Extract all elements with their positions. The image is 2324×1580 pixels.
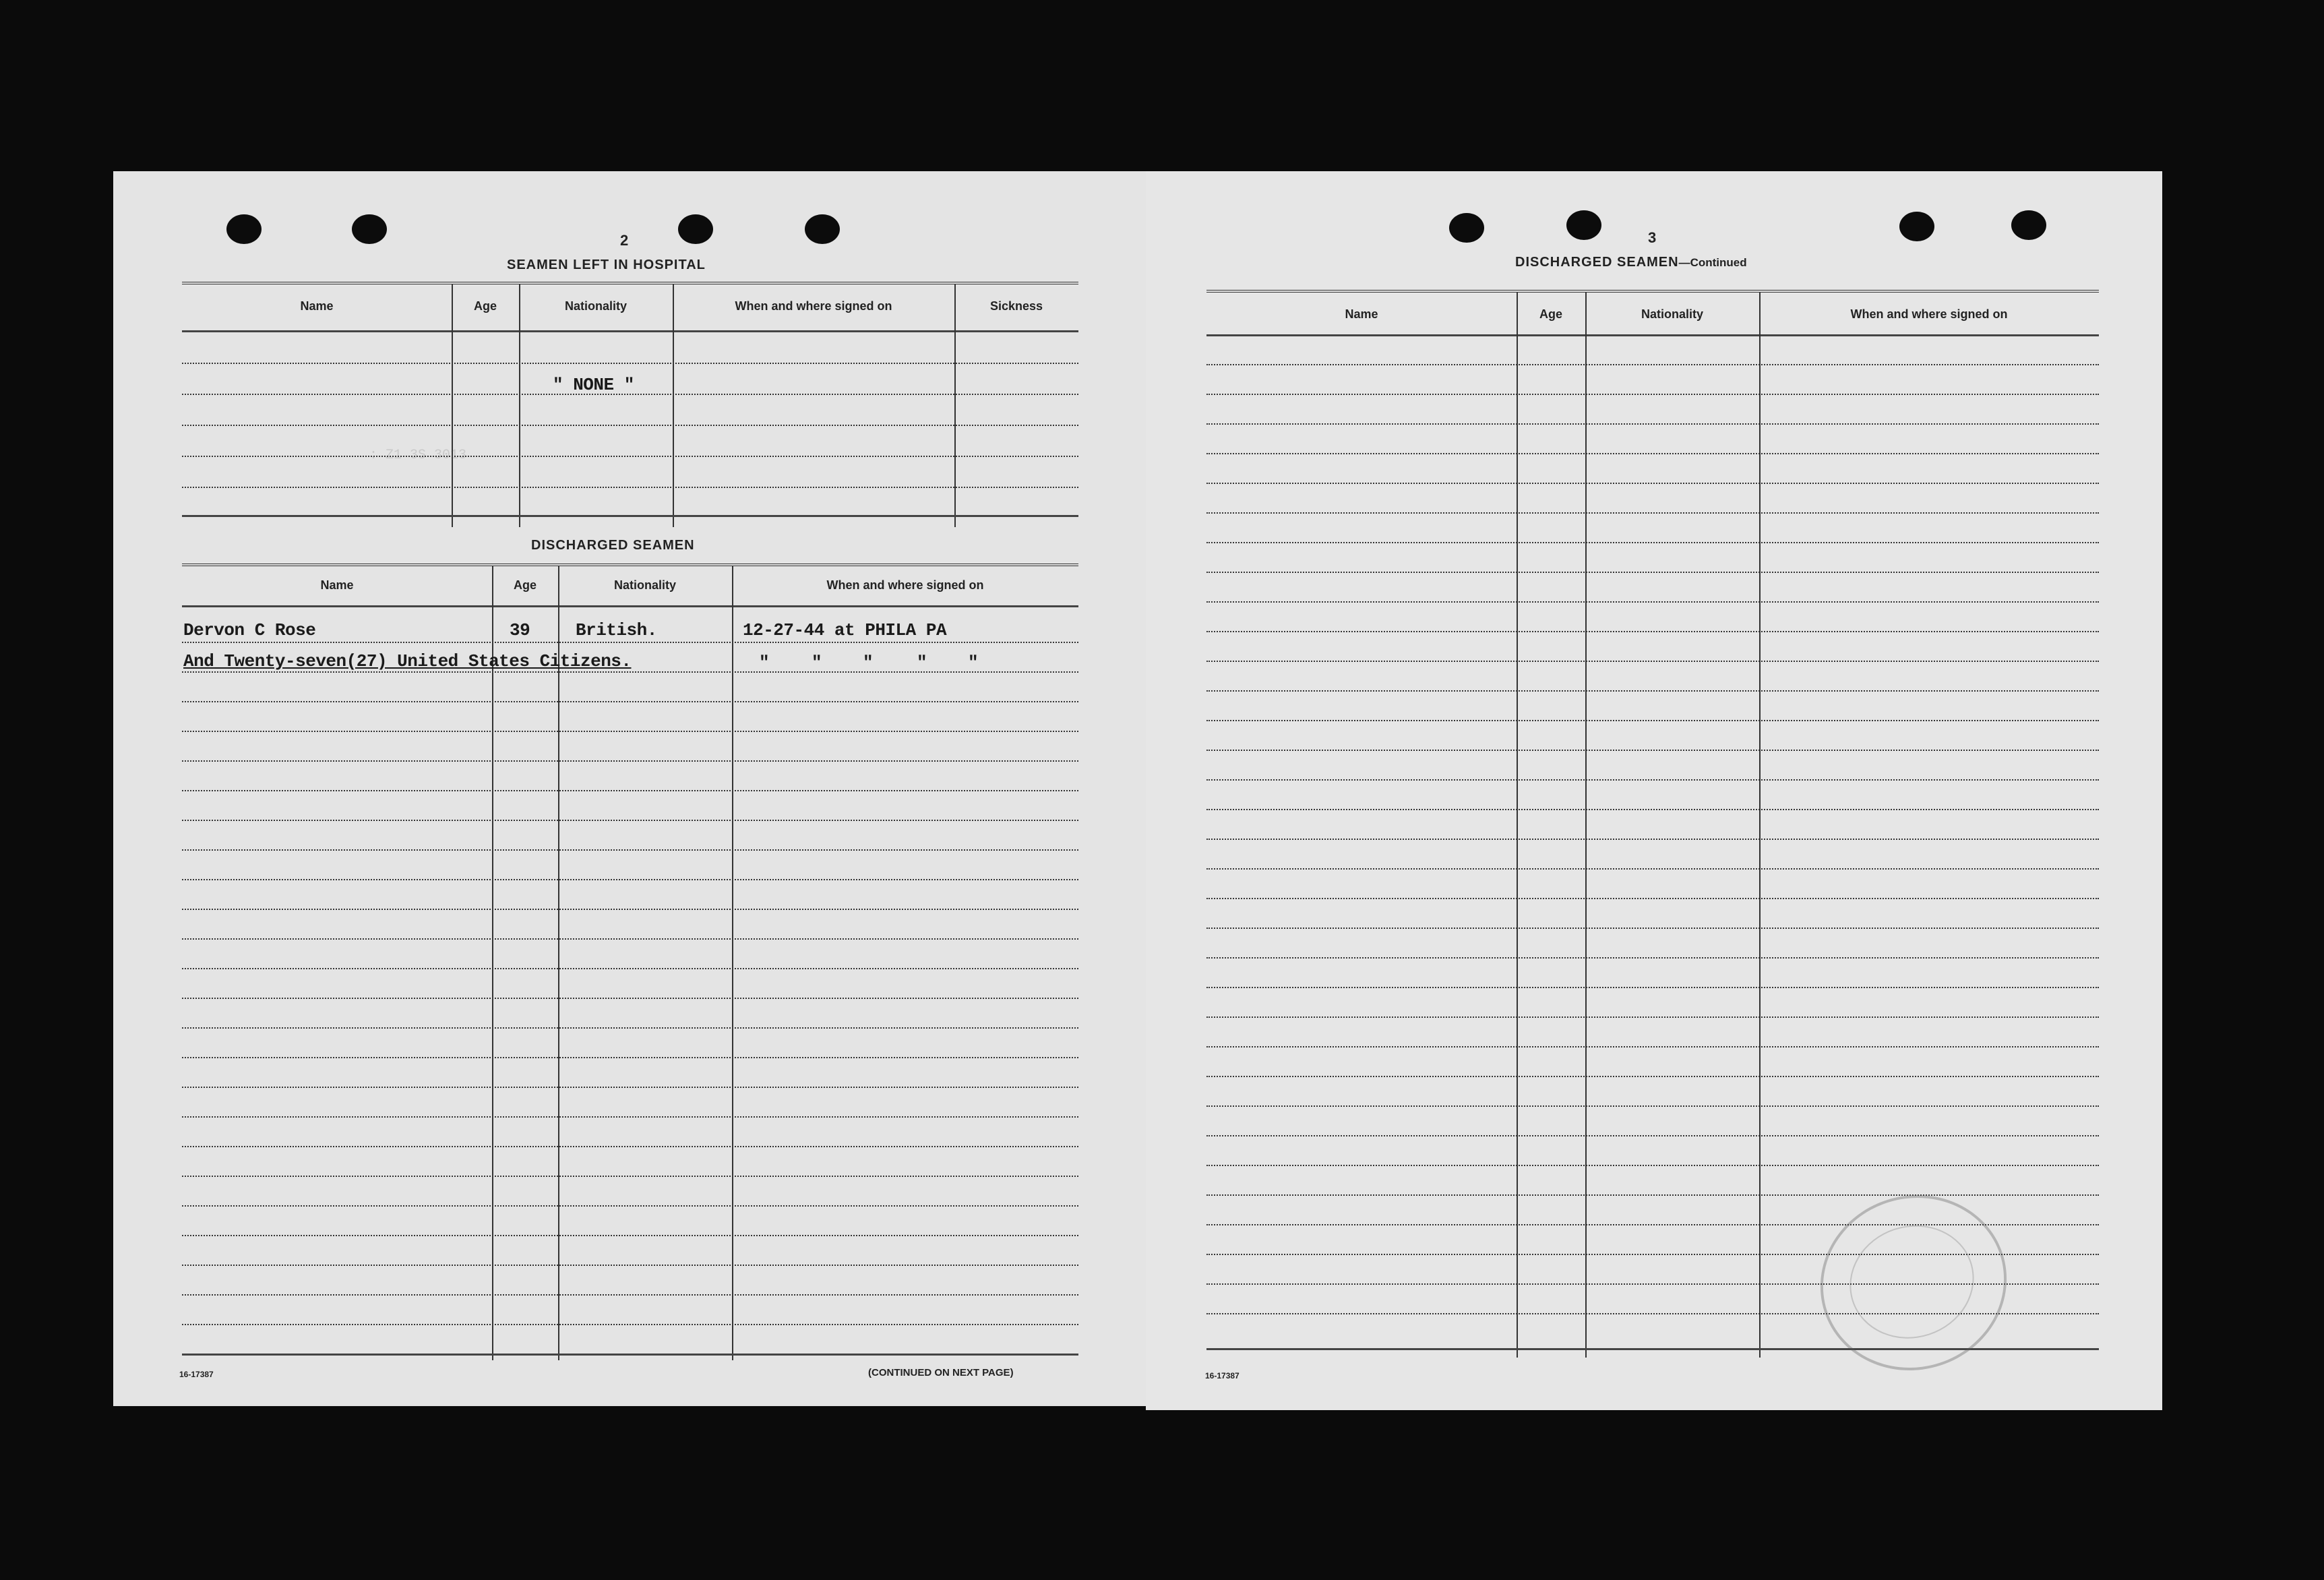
hospital-section-title: SEAMEN LEFT IN HOSPITAL (507, 257, 706, 272)
row-line (1206, 1105, 2099, 1107)
discharged-table (182, 564, 1078, 1360)
row-line (1206, 483, 2099, 484)
row-line (1206, 957, 2099, 959)
row-line (182, 425, 1078, 426)
row-line (1206, 364, 2099, 365)
row-line (1206, 1076, 2099, 1077)
row-line (182, 456, 1078, 457)
column-header-name: Name (1345, 307, 1378, 321)
row-line (1206, 542, 2099, 543)
row-line (182, 1324, 1078, 1325)
column-divider (732, 566, 733, 1360)
row-line (182, 909, 1078, 910)
column-divider (1585, 293, 1587, 1358)
row-line (182, 1146, 1078, 1147)
row-line (1206, 868, 2099, 870)
column-header-signed-on: When and where signed on (735, 299, 892, 313)
page-number: 2 (620, 232, 629, 249)
column-header-signed-on: When and where signed on (826, 578, 984, 592)
row-line (182, 1354, 1078, 1356)
ditto-mark: " (968, 652, 979, 673)
row-line (182, 701, 1078, 702)
seaman-nationality: British. (576, 620, 657, 640)
punch-hole (226, 214, 262, 244)
column-divider (558, 566, 559, 1360)
column-header-nationality: Nationality (564, 299, 627, 313)
ditto-mark: " (917, 652, 927, 673)
row-line (1206, 572, 2099, 573)
ditto-mark: " (863, 652, 874, 673)
punch-hole (352, 214, 387, 244)
row-line (1206, 928, 2099, 929)
column-header-sickness: Sickness (989, 299, 1043, 313)
row-line (1206, 750, 2099, 751)
row-line (1206, 987, 2099, 988)
row-line (182, 363, 1078, 364)
row-line (182, 642, 1078, 643)
punch-hole (1449, 213, 1484, 243)
row-line (1206, 423, 2099, 425)
punch-hole (2011, 210, 2046, 240)
punch-hole (1899, 212, 1934, 241)
ditto-mark: " (812, 652, 822, 673)
row-line (182, 1294, 1078, 1296)
continued-note: (CONTINUED ON NEXT PAGE) (868, 1367, 1014, 1378)
row-line (1206, 601, 2099, 603)
row-line (1206, 631, 2099, 632)
discharged-section-title: DISCHARGED SEAMEN (531, 538, 695, 553)
row-line (182, 938, 1078, 940)
hospital-entry-none: " NONE " (553, 375, 634, 395)
column-divider (1759, 293, 1761, 1358)
row-line (182, 1176, 1078, 1177)
title-text: DISCHARGED SEAMEN (1515, 255, 1679, 270)
row-line (182, 1057, 1078, 1058)
column-divider (673, 284, 674, 527)
column-divider (452, 284, 453, 527)
column-header-name: Name (320, 578, 354, 592)
row-line (1206, 453, 2099, 454)
seaman-name: Dervon C Rose (183, 620, 316, 640)
row-line (1206, 809, 2099, 810)
row-line (182, 671, 1078, 673)
row-line (182, 849, 1078, 851)
column-header-signed-on: When and where signed on (1850, 307, 2008, 321)
column-header-age: Age (513, 578, 537, 592)
ditto-mark: " (759, 652, 770, 673)
row-line (182, 790, 1078, 791)
row-line (1206, 898, 2099, 899)
row-line (182, 487, 1078, 488)
row-line (182, 998, 1078, 999)
row-line (182, 1265, 1078, 1266)
seaman-age: 39 (510, 620, 530, 640)
row-line (1206, 720, 2099, 721)
discharged-continued-table (1206, 290, 2099, 1358)
column-header-name: Name (300, 299, 334, 313)
column-divider (1517, 293, 1518, 1358)
row-line (182, 968, 1078, 969)
row-line (182, 879, 1078, 880)
page-number: 3 (1648, 229, 1657, 246)
row-line (1206, 512, 2099, 514)
row-line (182, 1116, 1078, 1118)
discharged-continued-title (1515, 255, 1747, 270)
row-line (1206, 1194, 2099, 1196)
punch-hole (678, 214, 713, 244)
seaman-signed-on: 12-27-44 at PHILA PA (743, 620, 947, 640)
row-line (1206, 1016, 2099, 1018)
row-line (1206, 394, 2099, 395)
punch-hole (805, 214, 840, 244)
column-divider (519, 284, 520, 527)
column-divider (954, 284, 956, 527)
row-line (182, 1235, 1078, 1236)
hospital-table (182, 282, 1078, 527)
title-suffix: —Continued (1678, 256, 1747, 269)
row-line (182, 515, 1078, 517)
row-line (1206, 690, 2099, 692)
row-line (182, 760, 1078, 762)
row-line (1206, 839, 2099, 840)
column-header-age: Age (473, 299, 497, 313)
row-line (182, 820, 1078, 821)
row-line (182, 1205, 1078, 1207)
row-line (1206, 1046, 2099, 1047)
punch-hole (1566, 210, 1601, 240)
form-number: 16-17387 (1205, 1371, 1240, 1380)
column-header-nationality: Nationality (1641, 307, 1703, 321)
column-header-nationality: Nationality (613, 578, 676, 592)
citizens-note: And Twenty-seven(27) United States Citizens. (183, 651, 632, 671)
left-page (113, 171, 1151, 1406)
stamp-inner-ring (1835, 1209, 1988, 1354)
column-divider (492, 566, 493, 1360)
right-page (1146, 171, 2162, 1410)
row-line (1206, 661, 2099, 662)
row-line (1206, 1135, 2099, 1136)
row-line (1206, 1165, 2099, 1166)
form-number: 16-17387 (179, 1370, 214, 1379)
row-line (182, 731, 1078, 732)
bleed-through-text: : Z1 3S 3013 (369, 448, 467, 463)
column-header-age: Age (1539, 307, 1562, 321)
row-line (182, 1087, 1078, 1088)
row-line (1206, 779, 2099, 781)
row-line (182, 1027, 1078, 1029)
